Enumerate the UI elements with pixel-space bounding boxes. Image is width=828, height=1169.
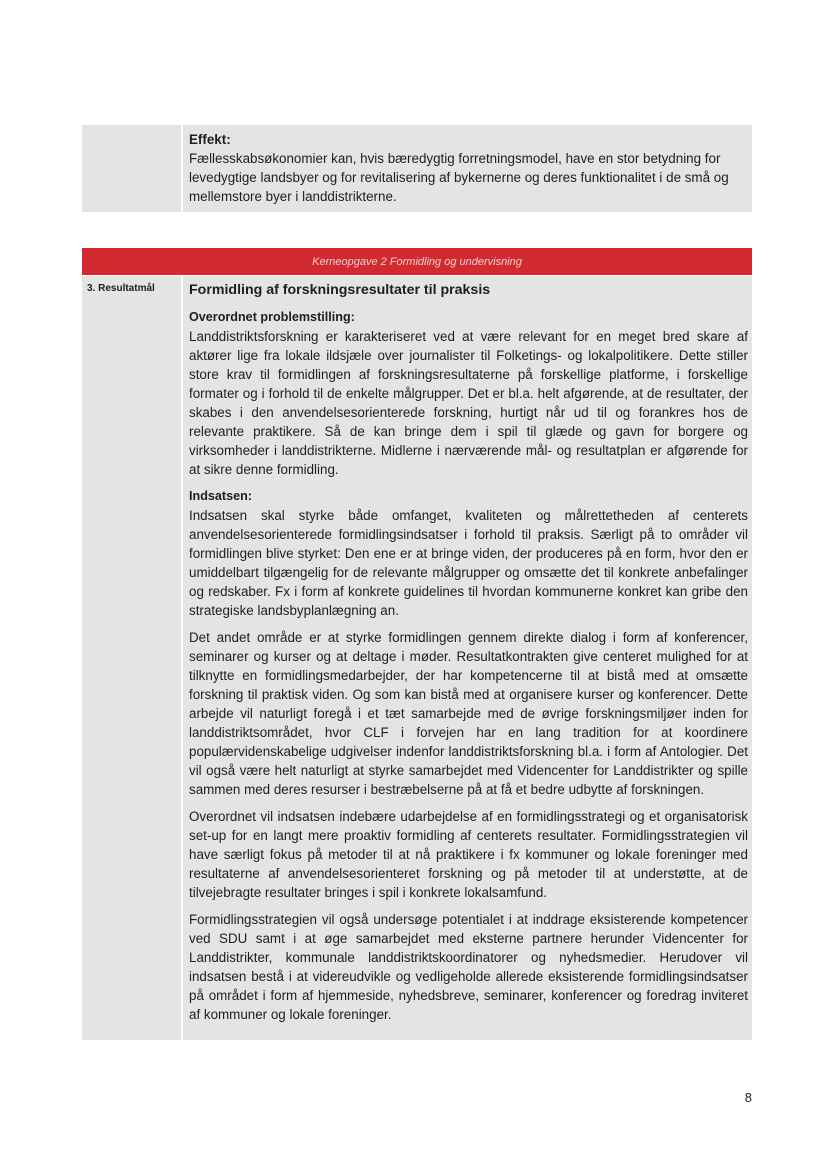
resultatmaal-block: [82, 276, 752, 1040]
effekt-text: Fællesskabsøkonomier kan, hvis bæredygtig forretningsmodel, have en stor betydning for levedygtige landsbyer og for revitalisering af bykernerne og deres funktionalitet i de små og mellemstore byer i landdistrikterne.: [189, 151, 729, 204]
effekt-content: [183, 125, 752, 212]
problem-text: Landdistriktsforskning er karakteriseret ved at være relevant for en meget bred skare af aktører lige fra lokale ildsjæle over journalister til Folketings- og lokalpolitikere. Dette stiller store krav til formidlingen af forskningsresultaterne på forskellige platforme, i forskellige formater og i forhold til de enkelte målgrupper. Det er bl.a. helt afgørende, at de resultater, der skabes i den anvendelsesorienterede forskning, hurtigt når ud til og forankres hos de relevante praktikere. Så de kan bringe dem i spil til glæde og gavn for borgere og virksomheder i landdistrikterne. Midlerne i nærværende mål- og resultatplan er afgørende for at sikre denne formidling.: [189, 329, 748, 477]
effekt-left-cell: [82, 125, 181, 212]
effort-paragraph-4: Formidlingsstrategien vil også undersøge potentialet i at inddrage eksisterende kompetencer ved SDU samt i at øge samarbejdet med eksterne partnere herunder Videncenter for Landdistrikter, kommunale landdistriktskoordinatorer og nyhedsmedier. Herudover vil indsatsen bestå i at videreudvikle og vedligeholde allerede eksisterende formidlingsindsatser på området i form af hjemmeside, nyhedsbreve, seminarer, konferencer og foredrag inviteret af kommuner og lokale foreninger.: [189, 912, 748, 1022]
section-content: [183, 276, 752, 1040]
effekt-heading: Effekt:: [189, 132, 231, 147]
effort-heading: Indsatsen:: [189, 489, 252, 503]
kerneopgave-banner: Kerneopgave 2 Formidling og undervisning: [82, 248, 752, 275]
page-number: 8: [744, 1090, 752, 1105]
problem-heading: Overordnet problemstilling:: [189, 310, 355, 324]
section-label: 3. Resultatmål: [82, 276, 181, 1040]
effekt-block: [82, 125, 752, 212]
effort-paragraph-2: Det andet område er at styrke formidlingen gennem direkte dialog i form af konferencer, seminarer og kurser og at deltage i møder. Resultatkontrakten give centeret mulighed for at tilknytte en formidlingsmedarbejder, der har kompetencerne til at bistå med at omsætte forskning til praktisk viden. Og som kan bistå med at organisere kurser og konferencer. Dette arbejde vil naturligt foregå i et tæt samarbejde med de øvrige forskningsmiljøer inden for landdistriktsområdet, hvor CLF i forvejen har en lang tradition for at koordinere populærvidenskabelige udgivelser indenfor landdistriktsforskning bl.a. i form af Antologier. Det vil også være helt naturligt at styrke samarbejdet med Videncenter for Landdistrikter og spille sammen med deres resurser i bestræbelserne på at få et bedre udbytte af forskningen.: [189, 630, 748, 797]
section-title: Formidling af forskningsresultater til praksis: [189, 282, 491, 298]
effort-paragraph-1: Indsatsen skal styrke både omfanget, kvaliteten og målrettetheden af centerets anvendelsesorienterede formidlingsindsatser i forhold til praksis. Særligt på to områder vil formidlingen blive styrket: Den ene er at bringe viden, der produceres på en form, hvor den er umiddelbart tilgængelig for de relevante målgrupper og omsætte det til konkrete anbefalinger og redskaber. Fx i form af konkrete guidelines til hvordan kommunerne konkret kan gribe den strategiske landsbyplanlægning an.: [189, 508, 748, 618]
effort-paragraph-3: Overordnet vil indsatsen indebære udarbejdelse af en formidlingsstrategi og et organisatorisk set-up for en langt mere proaktiv formidling af centerets resultater. Formidlingsstrategien vil have særligt fokus på metoder til at nå praktikere i fx kommuner og lokale foreninger med resultaterne af anvendelsesorienteret forskning og på metoder til at understøtte, at de tilvejebragte resultater bringes i spil i konkrete lokalsamfund.: [189, 809, 748, 900]
